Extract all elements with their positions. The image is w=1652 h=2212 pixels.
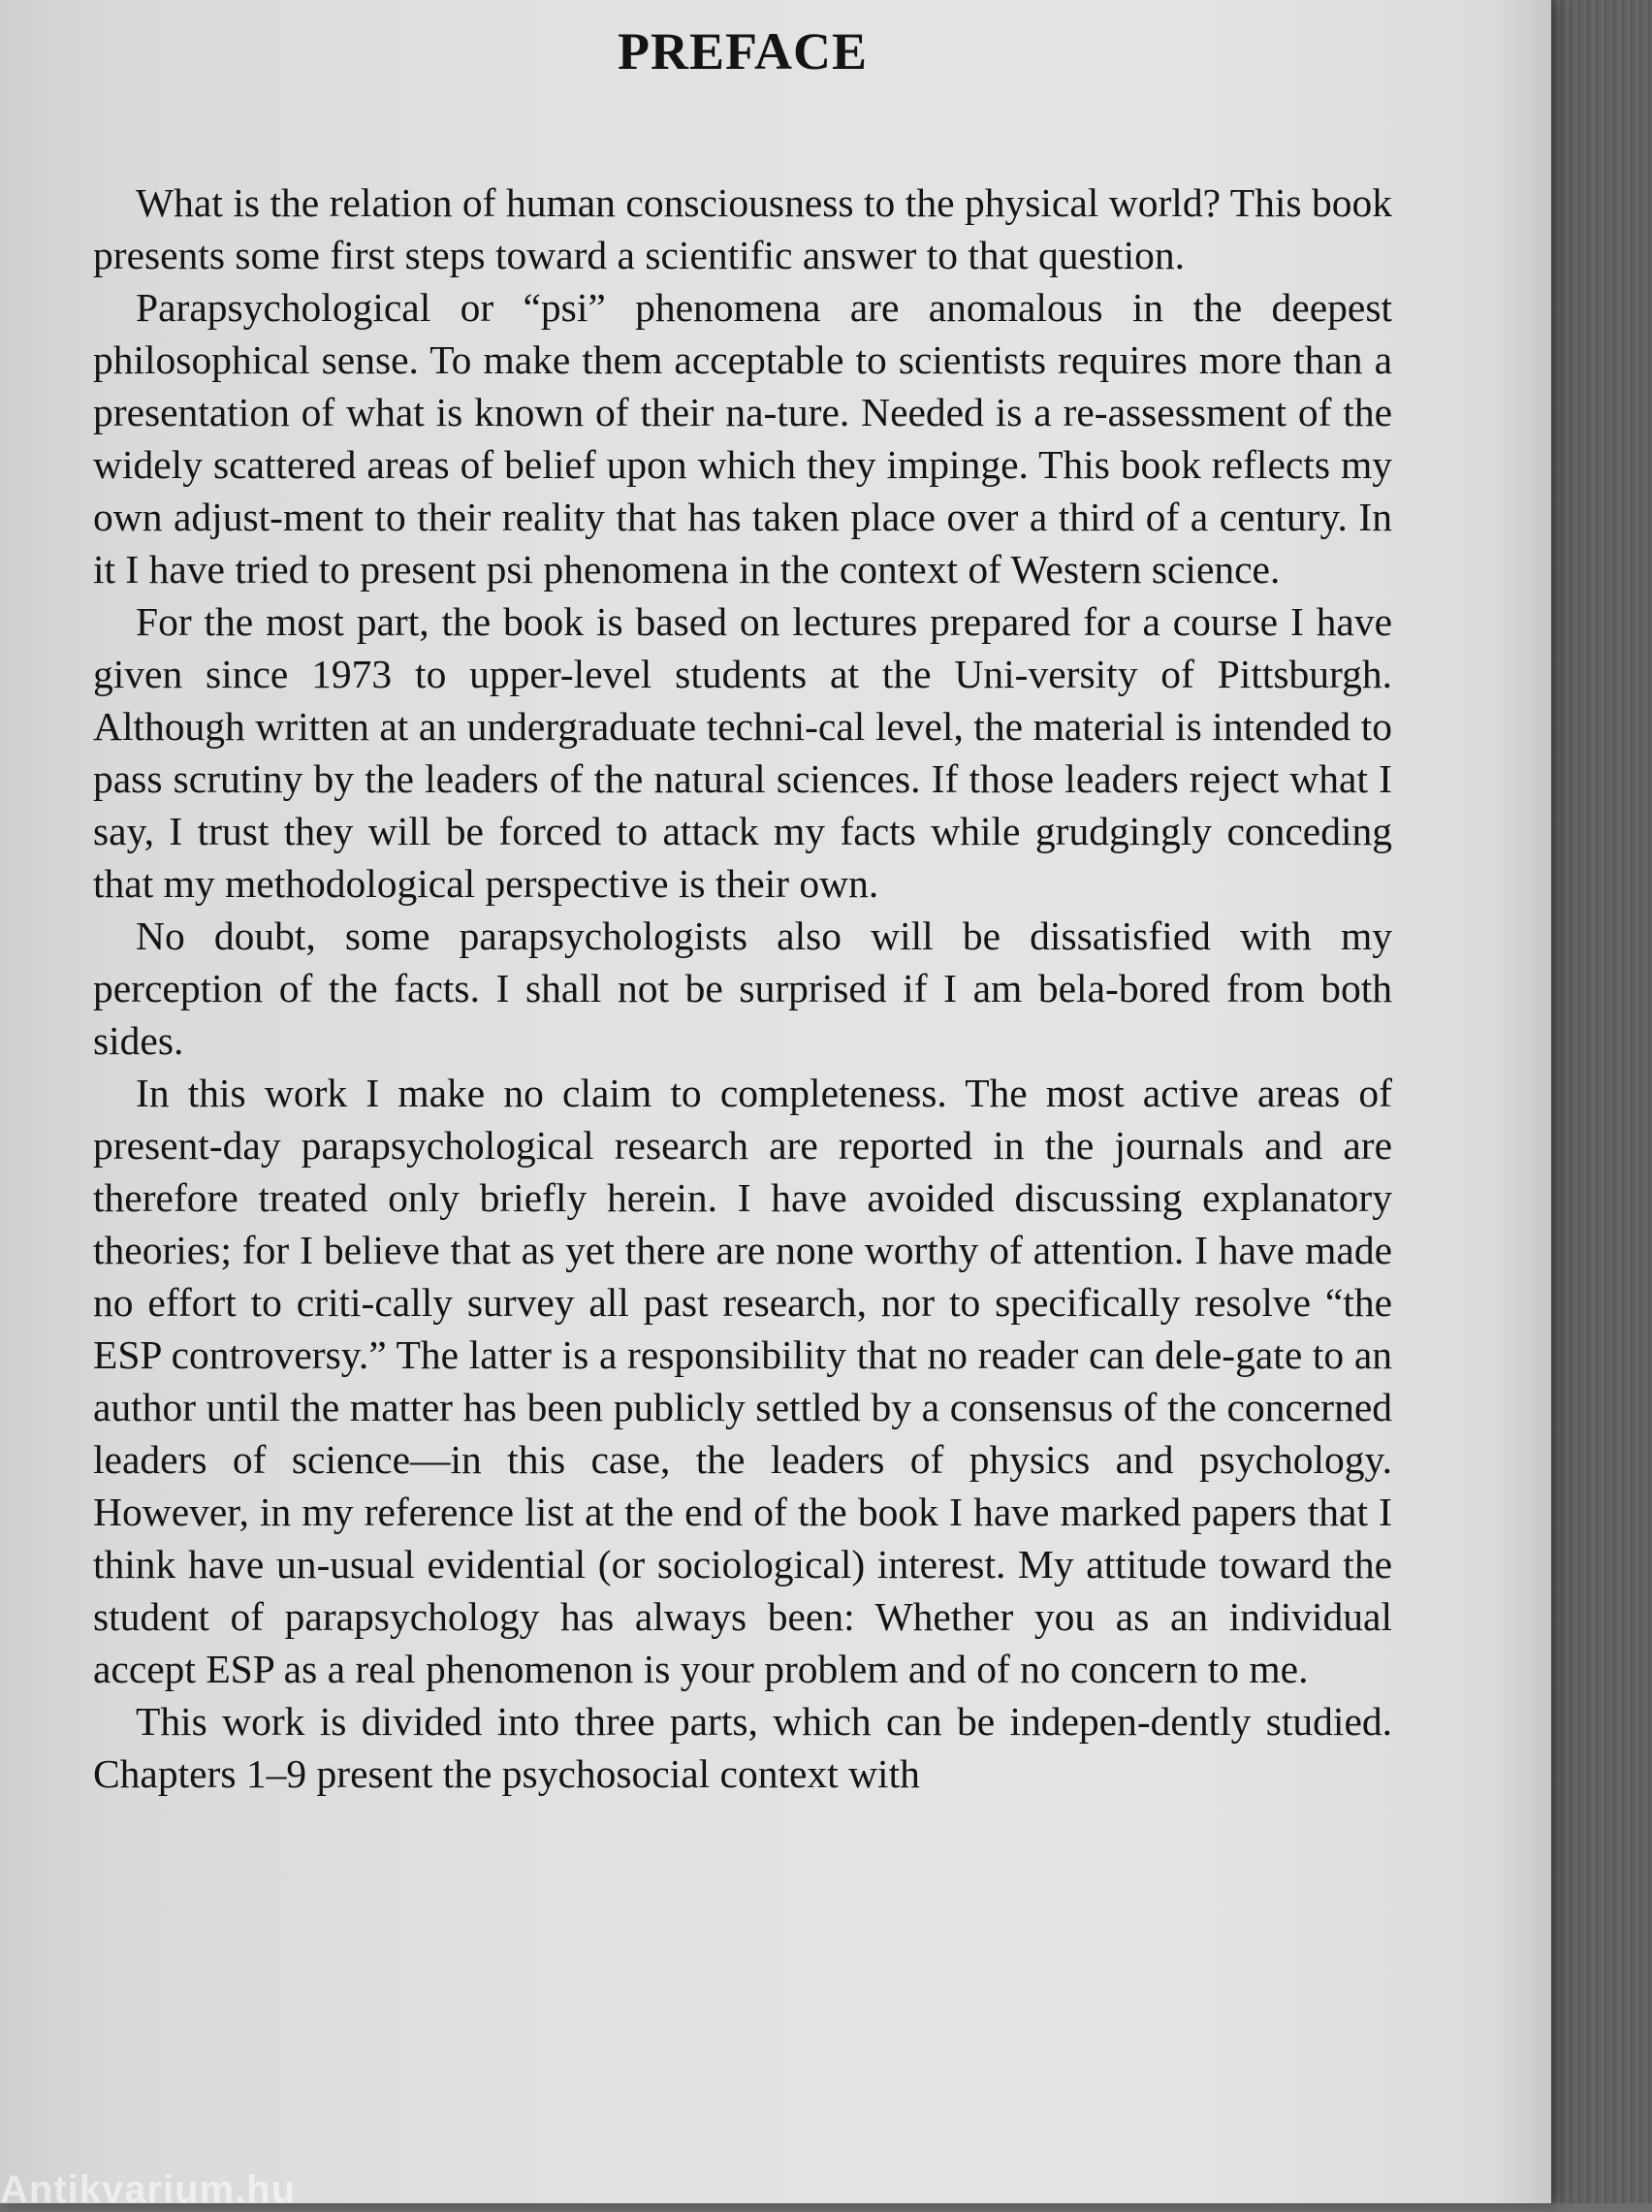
paragraph-6: This work is divided into three parts, which can be indepen-dently studied. Chapters 1–9 present the psychosocial context with — [93, 1699, 1392, 1796]
paragraph-5: In this work I make no claim to completeness. The most active areas of present-day parapsychological research are reported in the journals and are therefore treated only briefly herein. I have avoided discussing explanatory theories; for I believe that as yet there are none worthy of attention. I have made no effort to criti-cally survey all past research, nor to specifically resolve “the ESP controversy.” The latter is a responsibility that no reader can dele-gate to an author until the matter has been publicly settled by a consensus of the concerned leaders of science—in this case, the leaders of physics and psychology. However, in my reference list at the end of the book I have marked papers that I think have un-usual evidential (or sociological) interest. My attitude toward the student of parapsychology has always been: Whether you as an individual accept ESP as a real phenomenon is your problem and of no concern to me. — [93, 1071, 1392, 1691]
paragraph-2: Parapsychological or “psi” phenomena are anomalous in the deepest philosophical sense. To make them acceptable to scientists requires more than a presentation of what is known of their na-ture. Needed is a re-assessment of the widely scattered areas of belief upon which they impinge. This book reflects my own adjust-ment to their reality that has taken place over a third of a century. In it I have tried to present psi phenomena in the context of Western science. — [93, 285, 1392, 592]
paragraph-1: What is the relation of human consciousness to the physical world? This book presents some first steps toward a scientific answer to that question. — [93, 180, 1392, 277]
watermark: Antikvarium.hu — [0, 2168, 297, 2211]
page-text-block — [93, 0, 1392, 1800]
page-title: PREFACE — [618, 22, 868, 80]
paragraph-3: For the most part, the book is based on lectures prepared for a course I have given since 1973 to upper-level students at the Uni-versity of Pittsburgh. Although written at an undergraduate techni-cal level, the material is intended to pass scrutiny by the leaders of the natural sciences. If those leaders reject what I say, I trust they will be forced to attack my facts while grudgingly conceding that my methodological perspective is their own. — [93, 599, 1392, 906]
paragraph-4: No doubt, some parapsychologists also will be dissatisfied with my perception of the facts. I shall not be surprised if I am bela-bored from both sides. — [93, 914, 1392, 1063]
preface-body — [93, 176, 1392, 1800]
